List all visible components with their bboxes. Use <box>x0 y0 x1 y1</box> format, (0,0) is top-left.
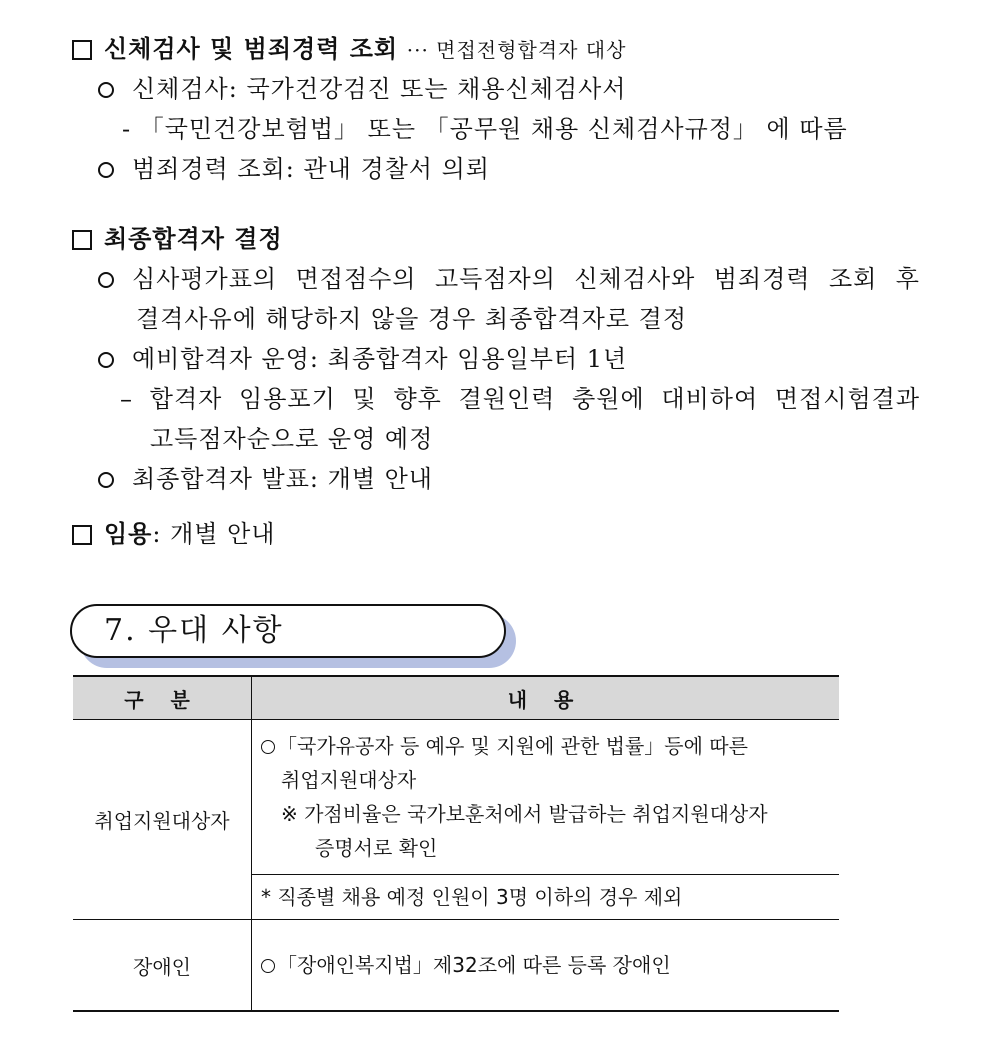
section-heading-physical-check <box>72 33 626 66</box>
section-heading-appointment: 임용: 개별 안내 <box>72 518 275 550</box>
list-subitem: - 「국민건강보험법」 또는 「공무원 채용 신체검사규정」 에 따름 <box>122 115 848 143</box>
section-title: 임용 <box>104 520 153 548</box>
section-7-title: 7. 우대 사항 <box>104 613 284 648</box>
header-content: 내 용 <box>252 676 840 720</box>
list-item: 범죄경력 조회: 관내 경찰서 의뢰 <box>98 153 490 185</box>
list-item-continuation: 결격사유에 해당하지 않을 경우 최종합격자로 결정 <box>136 305 688 333</box>
checkbox-square-icon <box>72 40 92 60</box>
checkbox-square-icon <box>72 230 92 250</box>
section-heading-final-decision <box>72 223 283 255</box>
row-label: 장애인 <box>73 920 252 1012</box>
circle-bullet-icon <box>98 272 114 288</box>
list-item: 심사평가표의 면접점수의 고득점자의 신체검사와 범죄경력 조회 후 <box>98 263 920 295</box>
circle-bullet-icon <box>261 740 275 754</box>
row-content: 「국가유공자 등 예우 및 지원에 관한 법률」등에 따른 취업지원대상자 ※ 가점비율은 국가보훈처에서 발급하는 취업지원대상자 증명서로 확인 <box>252 720 840 875</box>
list-item: 신체검사: 국가건강검진 또는 채용신체검사서 <box>98 73 626 105</box>
list-subitem-continuation: 고득점자순으로 운영 예정 <box>150 425 434 453</box>
circle-bullet-icon <box>98 162 114 178</box>
checkbox-square-icon <box>72 525 92 545</box>
header-category: 구 분 <box>73 676 252 720</box>
section-title: 신체검사 및 범죄경력 조회 <box>104 35 399 63</box>
row-label: 취업지원대상자 <box>73 720 252 920</box>
row-content: 「장애인복지법」제32조에 따른 등록 장애인 <box>252 920 840 1012</box>
table-row <box>73 720 839 875</box>
circle-bullet-icon <box>261 959 275 973</box>
row-footnote: * 직종별 채용 예정 인원이 3명 이하의 경우 제외 <box>252 875 840 920</box>
circle-bullet-icon <box>98 352 114 368</box>
list-item: 예비합격자 운영: 최종합격자 임용일부터 1년 <box>98 343 627 375</box>
section-note: ··· 면접전형합격자 대상 <box>406 38 627 62</box>
circle-bullet-icon <box>98 82 114 98</box>
table-header-row <box>73 676 839 720</box>
list-subitem: – 합격자 임용포기 및 향후 결원인력 충원에 대비하여 면접시험결과 <box>120 385 920 413</box>
list-item: 최종합격자 발표: 개별 안내 <box>98 463 433 495</box>
preference-table <box>73 675 839 1012</box>
table-row <box>73 920 839 1012</box>
circle-bullet-icon <box>98 472 114 488</box>
section-title: 최종합격자 결정 <box>104 225 283 253</box>
